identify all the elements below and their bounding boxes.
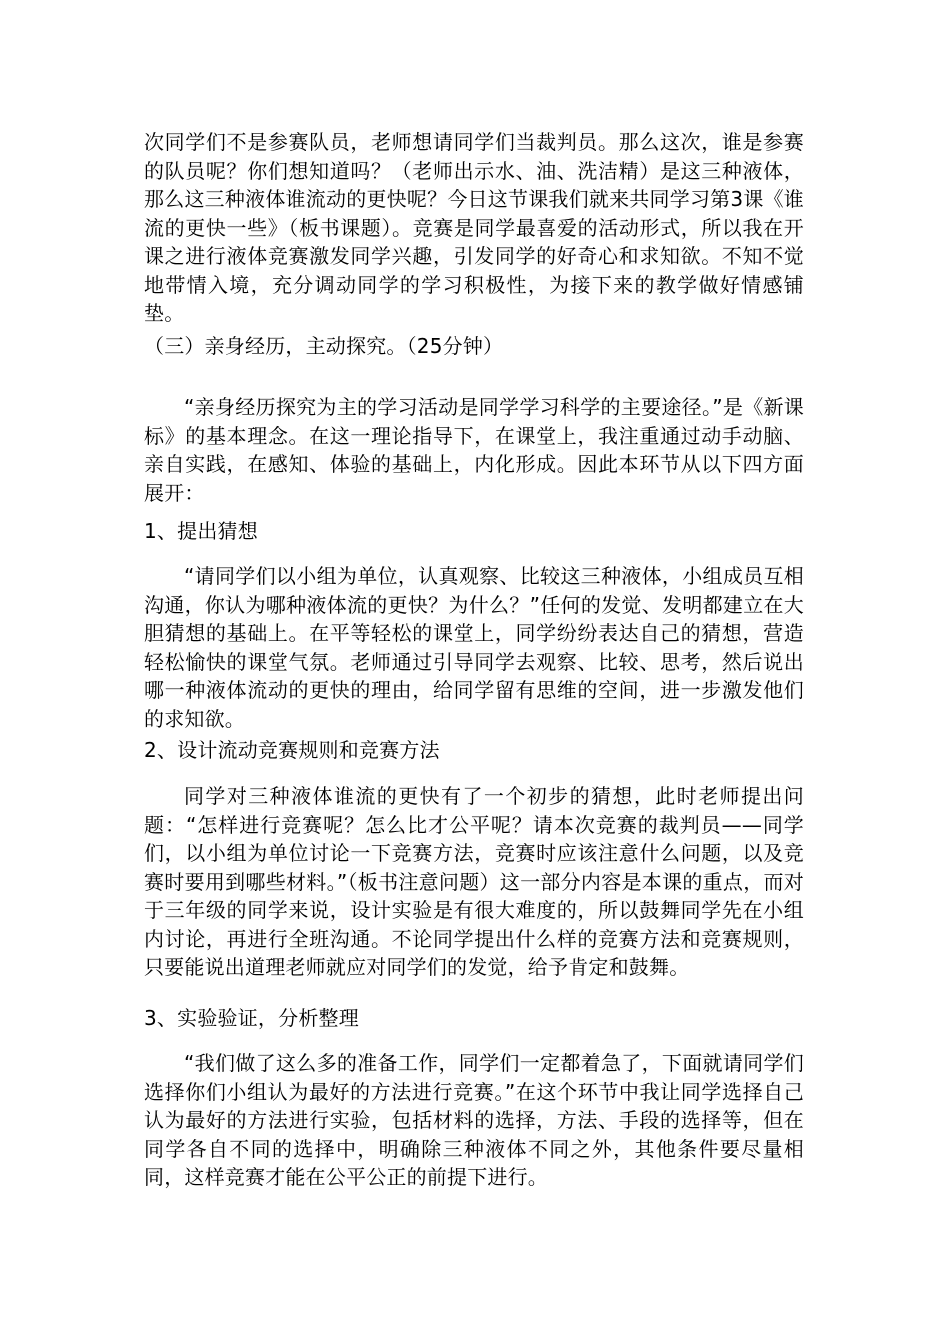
item-2-paragraph: 同学对三种液体谁流的更快有了一个初步的猜想，此时老师提出问题：“怎样进行竞赛呢？怎么比才公平呢？请本次竞赛的裁判员——同学们，以小组为单位讨论一下竞赛方法，竞赛时应该注意什么问题，以及竞赛时要用到哪些材料。”（板书注意问题）这一部分内容是本课的重点，而对于三年级的同学来说，设计实验是有很大难度的，所以鼓舞同学先在小组内讨论，再进行全班沟通。不论同学提出什么样的竞赛方法和竞赛规则，只要能说出道理老师就应对同学们的发觉，给予肯定和鼓舞。 — [144, 784, 804, 979]
section-3-heading: （三）亲身经历，主动探究。（25分钟） — [144, 334, 504, 358]
section-3-quote-paragraph: “亲身经历探究为主的学习活动是同学学习科学的主要途径。”是《新课标》的基本理念。在这一理论指导下，在课堂上，我注重通过动手动脑、亲自实践，在感知、体验的基础上，内化形成。因此本环节从以下四方面展开： — [144, 395, 804, 505]
item-1-paragraph: “请同学们以小组为单位，认真观察、比较这三种液体，小组成员互相沟通，你认为哪种液体流的更快？为什么？”任何的发觉、发明都建立在大胆猜想的基础上。在平等轻松的课堂上，同学纷纷表达自己的猜想，营造轻松愉快的课堂气氛。老师通过引导同学去观察、比较、思考，然后说出哪一种液体流动的更快的理由，给同学留有思维的空间，进一步激发他们的求知欲。 — [144, 564, 804, 731]
item-2-heading: 2、设计流动竞赛规则和竞赛方法 — [144, 738, 440, 762]
item-1-heading: 1、提出猜想 — [144, 519, 258, 543]
item-3-paragraph: “我们做了这么多的准备工作，同学们一定都着急了，下面就请同学们选择你们小组认为最好的方法进行竞赛。”在这个环节中我让同学选择自己认为最好的方法进行实验，包括材料的选择，方法、手段的选择等，但在同学各自不同的选择中，明确除三种液体不同之外，其他条件要尽量相同，这样竞赛才能在公平公正的前提下进行。 — [144, 1051, 804, 1189]
intro-paragraph: 次同学们不是参赛队员，老师想请同学们当裁判员。那么这次，谁是参赛的队员呢？你们想知道吗？（老师出示水、油、洗洁精）是这三种液体，那么这三种液体谁流动的更快呢？今日这节课我们就来共同学习第3课《谁流的更快一些》（板书课题）。竞赛是同学最喜爱的活动形式，所以我在开课之进行液体竞赛激发同学兴趣，引发同学的好奇心和求知欲。不知不觉地带情入境，充分调动同学的学习积极性，为接下来的教学做好情感铺垫。 — [144, 130, 804, 325]
item-3-heading: 3、实验验证，分析整理 — [144, 1006, 359, 1030]
